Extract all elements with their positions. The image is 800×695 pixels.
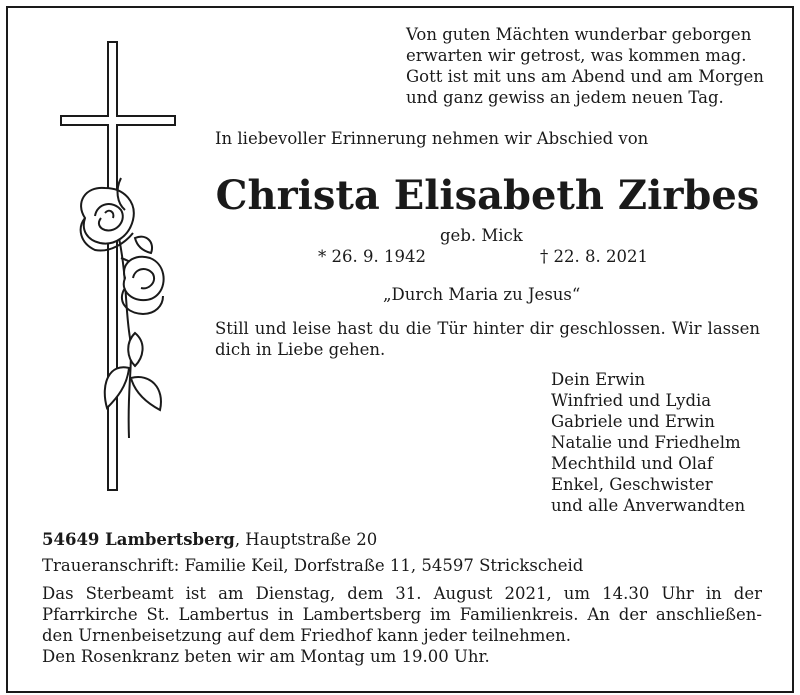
farewell-message: Still und leise hast du die Tür hinter dir geschlossen. Wir lassen dich in Liebe gehen. bbox=[215, 319, 760, 359]
family-list bbox=[551, 369, 745, 516]
cross-with-roses-icon bbox=[55, 38, 185, 498]
notice-line: Pfarrkirche St. Lambertus in Lambertsberg im Familienkreis. An der anschließen- bbox=[42, 605, 762, 624]
family-member: Winfried und Lydia bbox=[551, 391, 712, 410]
family-member: Gabriele und Erwin bbox=[551, 412, 715, 431]
address-street: , Hauptstraße 20 bbox=[234, 530, 378, 549]
family-member: Natalie und Friedhelm bbox=[551, 433, 741, 452]
poem-line: und ganz gewiss an jedem neuen Tag. bbox=[406, 88, 724, 107]
born-name: geb. Mick bbox=[440, 226, 523, 245]
family-member: Enkel, Geschwister bbox=[551, 475, 713, 494]
mourning-address: Traueranschrift: Familie Keil, Dorfstraße 11, 54597 Strickscheid bbox=[42, 556, 584, 575]
poem-line: Gott ist mit uns am Abend und am Morgen bbox=[406, 67, 764, 86]
poem-line: Von guten Mächten wunderbar geborgen bbox=[406, 25, 752, 44]
family-member: Mechthild und Olaf bbox=[551, 454, 713, 473]
address bbox=[42, 529, 377, 550]
notice-line: den Urnenbeisetzung auf dem Friedhof kann jeder teilnehmen. bbox=[42, 626, 572, 645]
notice-line: Das Sterbeamt ist am Dienstag, dem 31. August 2021, um 14.30 Uhr in der bbox=[42, 584, 762, 603]
poem-line: erwarten wir getrost, was kommen mag. bbox=[406, 46, 747, 65]
death-date: † 22. 8. 2021 bbox=[540, 247, 648, 266]
deceased-name: Christa Elisabeth Zirbes bbox=[215, 172, 760, 219]
family-member: Dein Erwin bbox=[551, 370, 646, 389]
intro-text: In liebevoller Erinnerung nehmen wir Abschied von bbox=[215, 129, 649, 148]
birth-date: * 26. 9. 1942 bbox=[318, 247, 426, 266]
poem bbox=[406, 24, 764, 108]
service-notice bbox=[42, 583, 762, 667]
address-place: 54649 Lambertsberg bbox=[42, 530, 235, 549]
notice-line: Den Rosenkranz beten wir am Montag um 19.00 Uhr. bbox=[42, 647, 490, 666]
motto: „Durch Maria zu Jesus“ bbox=[383, 285, 581, 304]
family-member: und alle Anverwandten bbox=[551, 496, 746, 515]
